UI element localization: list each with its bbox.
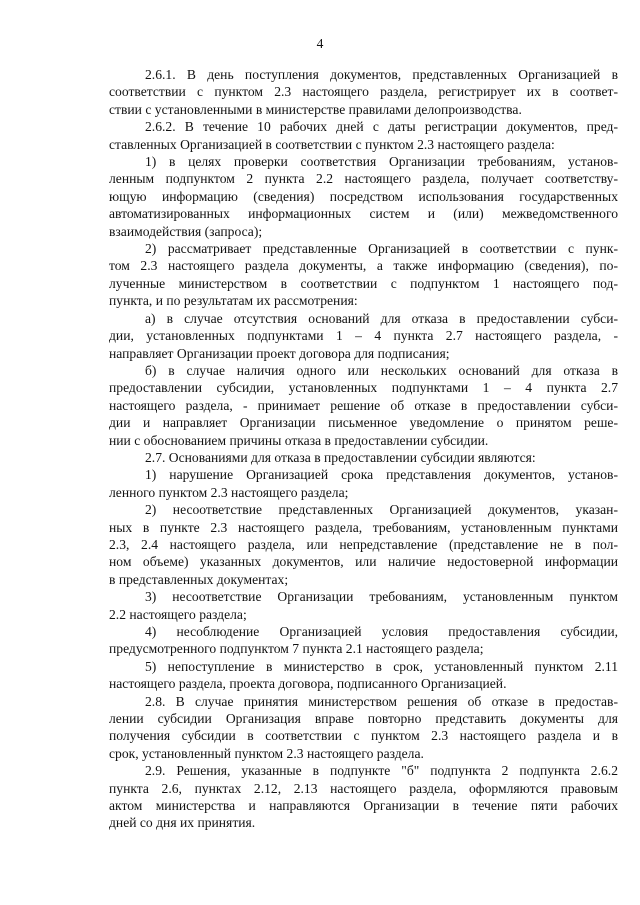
text-line: ных в пункте 2.3 настоящего раздела, требованиям, установленным пунктами xyxy=(109,519,618,535)
text-line: ющую информацию (сведения) посредством использования государственных xyxy=(109,188,618,204)
text-line: ленного пунктом 2.3 настоящего раздела; xyxy=(109,484,349,500)
text-line: 3) несоответствие Организации требованиям, установленным пунктом xyxy=(145,589,618,605)
text-line: срок, установленный пунктом 2.3 настоящего раздела. xyxy=(109,745,424,761)
document-body xyxy=(109,66,618,832)
text-line: 2.3, 2.4 настоящего раздела, или непредставление (представление не в пол- xyxy=(109,536,618,552)
text-line: ставленных Организацией в соответствии с пунктом 2.3 настоящего раздела: xyxy=(109,136,555,152)
text-line: 2.8. В случае принятия министерством решения об отказе в предостав- xyxy=(145,693,618,709)
text-line: предусмотренного подпунктом 7 пункта 2.1 настоящего раздела; xyxy=(109,641,484,657)
text-line: автоматизированных информационных систем и (или) межведомственного xyxy=(109,206,618,222)
text-line: 2.6.1. В день поступления документов, представленных Организацией в xyxy=(145,67,618,82)
page-number: 4 xyxy=(316,36,324,51)
text-line: 2.2 настоящего раздела; xyxy=(109,606,247,622)
text-line: 1) нарушение Организацией срока представления документов, установ- xyxy=(145,467,618,483)
text-line: предоставлении субсидии, установленных подпунктами 1 – 4 пункта 2.7 xyxy=(109,380,618,396)
text-line: взаимодействия (запроса); xyxy=(109,223,263,239)
text-line: том 2.3 настоящего раздела документы, а также информацию (сведения), по- xyxy=(109,258,618,274)
text-line: дии и направляет Организации письменное уведомление о принятом реше- xyxy=(109,415,618,431)
text-line: 4) несоблюдение Организацией условия предоставления субсидии, xyxy=(145,624,618,639)
paragraph xyxy=(109,588,618,623)
text-line: настоящего раздела, проекта договора, подписанного Организацией. xyxy=(109,676,507,692)
paragraph xyxy=(109,240,618,310)
paragraph xyxy=(109,362,618,449)
text-line: нии с обоснованием причины отказа в предоставлении субсидии. xyxy=(109,432,489,448)
text-line: 2) несоответствие представленных Организацией документов, указан- xyxy=(145,502,618,518)
paragraph xyxy=(109,501,618,588)
text-line: дней со дня их принятия. xyxy=(109,815,256,831)
text-line: б) в случае наличия одного или нескольких оснований для отказа в xyxy=(145,362,618,378)
text-line: ном объеме) указанных документов, или наличие недостоверной информации xyxy=(109,554,618,570)
text-line: 2.9. Решения, указанные в подпункте "б" подпункта 2 подпункта 2.6.2 xyxy=(145,763,618,779)
paragraph xyxy=(109,623,618,658)
text-line: 2) рассматривает представленные Организацией в соответствии с пунк- xyxy=(145,241,618,257)
text-line: 5) непоступление в министерство в срок, установленный пунктом 2.11 xyxy=(145,658,618,674)
text-line: лученные министерством в соответствии с подпунктом 1 настоящего под- xyxy=(109,275,618,291)
text-line: ствии с установленными в министерстве правилами делопроизводства. xyxy=(109,101,522,117)
paragraph xyxy=(109,118,618,153)
text-line: в представленных документах; xyxy=(109,571,289,587)
text-line: получения субсидии в соответствии с пунктом 2.3 настоящего раздела и в xyxy=(109,728,618,744)
paragraph xyxy=(109,466,618,501)
paragraph xyxy=(109,310,618,362)
text-line: лении субсидии Организация вправе повторно представить документы для xyxy=(109,711,618,727)
text-line: ленным подпунктом 2 пункта 2.2 настоящего раздела, получает соответству- xyxy=(109,171,618,187)
paragraph xyxy=(109,66,618,118)
paragraph xyxy=(109,658,618,693)
text-line: пункта 2.6, пунктах 2.12, 2.13 настоящего раздела, оформляются правовым xyxy=(109,780,618,796)
text-line: направляет Организации проект договора для подписания; xyxy=(109,345,450,361)
paragraph xyxy=(109,693,618,763)
text-line: а) в случае отсутствия оснований для отказа в предоставлении субси- xyxy=(145,310,618,326)
text-line: 1) в целях проверки соответствия Организации требованиям, установ- xyxy=(145,154,618,170)
paragraph xyxy=(109,762,618,832)
text-line: актом министерства и направляются Организации в течение пяти рабочих xyxy=(109,798,618,814)
text-line: пункта, и по результатам их рассмотрения: xyxy=(109,293,358,309)
paragraph xyxy=(109,153,618,240)
text-line: дии, установленных подпунктами 1 – 4 пункта 2.7 настоящего раздела, - xyxy=(109,328,618,344)
text-line: настоящего раздела, - принимает решение об отказе в предоставлении субси- xyxy=(109,397,618,413)
text-line: 2.6.2. В течение 10 рабочих дней с даты регистрации документов, пред- xyxy=(145,119,618,135)
text-line: 2.7. Основаниями для отказа в предоставлении субсидии являются: xyxy=(145,449,536,465)
paragraph xyxy=(109,449,618,466)
text-line: соответствии с пунктом 2.3 настоящего раздела, регистрирует их в соответ- xyxy=(109,84,618,100)
